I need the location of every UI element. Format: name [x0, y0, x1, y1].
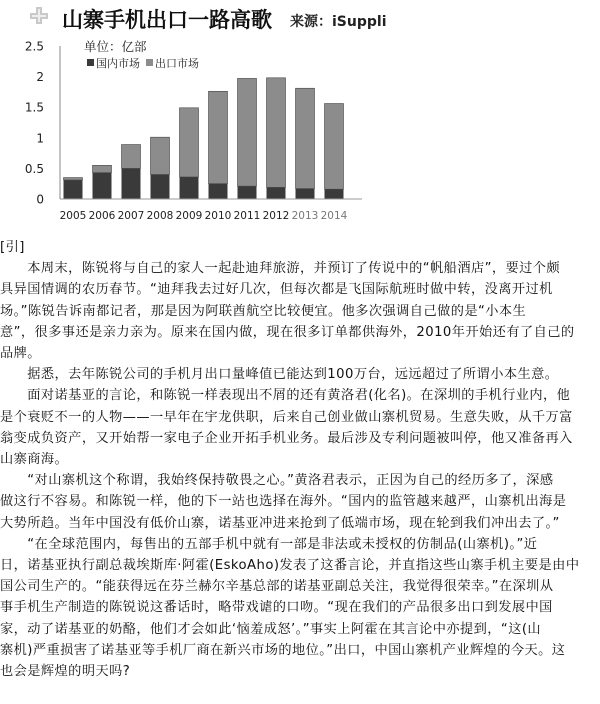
article-line: 意”，很多事还是亲力亲为。原来在国内做，现在很多订单都供海外，2010年开始还有了自己的: [0, 324, 575, 340]
bar-export-2011: [238, 78, 257, 186]
article-line: 国公司生产的。“能获得远在芬兰赫尔辛基总部的诺基亚副总关注，我觉得很荣幸。”在深圳从: [0, 579, 554, 595]
legend-label-domestic: 国内市场: [96, 57, 140, 70]
article-line: 山寨商海。: [0, 452, 69, 467]
x-tick-label: 2014: [320, 210, 348, 222]
y-axis: [25, 40, 60, 207]
article-line: 具异国情调的农历春节。“迪拜我去过好几次，但每次都是飞国际航班时做中转，没离开过机: [0, 282, 553, 298]
y-tick-label: 1.5: [24, 100, 44, 115]
article-line: 家，动了诺基亚的奶酪，他们才会如此‘恼羞成怒’。”事实上阿霍在其言论中亦提到，“这(山: [0, 621, 542, 637]
bar-domestic-2012: [267, 187, 286, 199]
article-line: 也会是辉煌的明天吗?: [0, 664, 131, 680]
y-tick-label: 2: [36, 70, 44, 85]
bar-domestic-2010: [209, 184, 228, 199]
article-paragraph: [0, 364, 600, 385]
bar-domestic-2011: [238, 186, 257, 199]
x-tick-label: 2005: [59, 210, 87, 222]
bar-export-2010: [209, 91, 228, 183]
article-line: 本周末，陈锐将与自己的家人一起赴迪拜旅游，并预订了传说中的“帆船酒店”，要过个颇: [0, 261, 561, 277]
article-line: 事手机生产制造的陈锐说这番话时，略带戏谑的口吻。“现在我们的产品很多出口到发展中国: [0, 600, 553, 616]
article-line: 据悉，去年陈锐公司的手机月出口量峰值已能达到100万台，远远超过了所谓小本生意。: [0, 367, 559, 383]
article-lead: [0, 237, 600, 258]
x-tick-label: 2010: [204, 210, 232, 222]
bar-export-2006: [93, 165, 112, 172]
x-tick-label: 2009: [175, 210, 203, 222]
article-line: 做这行不容易。和陈锐一样，他的下一站也选择在海外。“国内的监管越来越严，山寨机出海是: [0, 494, 567, 510]
article-paragraph: [0, 385, 600, 470]
chart-source: 来源：iSuppli: [290, 14, 387, 30]
legend: [87, 56, 199, 70]
y-tick-label: 0: [36, 192, 44, 207]
x-tick-label: 2006: [88, 210, 116, 222]
bar-export-2005: [64, 178, 83, 180]
article-line: 寨机)严重损害了诺基亚等手机厂商在新兴市场的地位。”出口，中国山寨机产业辉煌的今天。这: [0, 642, 566, 658]
bar-domestic-2014: [325, 189, 344, 199]
article-line: 翁变成负资产，又开始帮一家电子企业开拓手机业务。最后涉及专利问题被叫停，他又准备再入: [0, 430, 573, 446]
y-tick-label: 2.5: [24, 39, 44, 54]
bar-domestic-2007: [122, 168, 141, 199]
article-line: 面对诺基亚的言论，和陈锐一样表现出不屑的还有黄洛君(化名)。在深圳的手机行业内，他: [0, 388, 571, 404]
bar-domestic-2008: [151, 175, 170, 199]
bar-chart: [0, 0, 600, 235]
bar-export-2013: [296, 88, 315, 188]
article-lead-text: [引]: [0, 240, 25, 255]
bar-export-2009: [180, 108, 199, 177]
article-line: 大势所趋。当年中国没有低价山寨，诺基亚冲进来抢到了低端市场，现在轮到我们冲出去了。”: [0, 515, 560, 531]
article-line: 日，诺基亚执行副总裁埃斯库·阿霍(EskoAho)发表了这番言论，并直指这些山寨手机主要是由中: [0, 558, 580, 573]
y-tick-label: 1: [36, 131, 44, 146]
article-paragraph: [0, 258, 600, 364]
chart-unit: 单位：亿部: [84, 39, 147, 54]
article-line: 是个衰贬不一的人物——一早年在宇龙供职，后来自己创业做山寨机贸易。生意失败，从千万富: [0, 409, 573, 425]
y-tick-label: 0.5: [24, 161, 44, 176]
article-line: 场。”陈锐告诉南都记者，那是因为阿联酋航空比较便宜。他多次强调自己做的是“小本生: [0, 303, 527, 319]
bar-domestic-2009: [180, 177, 199, 199]
legend-label-export: 出口市场: [155, 57, 199, 70]
chart-title: 山寨手机出口一路高歌: [62, 8, 272, 32]
article-paragraph: [0, 470, 600, 534]
article-line: “对山寨机这个称谓，我始终保持敬畏之心。”黄洛君表示，正因为自己的经历多了，深感: [0, 473, 554, 489]
bar-domestic-2013: [296, 189, 315, 199]
bar-domestic-2006: [93, 173, 112, 199]
plus-logo-icon: [30, 7, 48, 24]
bar-export-2007: [122, 145, 141, 169]
article-paragraph: [0, 534, 600, 682]
x-tick-label: 2007: [117, 210, 145, 222]
x-tick-label: 2012: [262, 210, 290, 222]
legend-swatch-domestic: [87, 59, 94, 66]
x-tick-label: 2008: [146, 210, 174, 222]
bar-export-2008: [151, 137, 170, 174]
article-line: 品牌。: [0, 346, 41, 361]
x-tick-label: 2013: [291, 210, 319, 222]
bar-series: [64, 78, 344, 199]
article-line: “在全球范围内，每售出的五部手机中就有一部是非法或未授权的仿制品(山寨机)。”近: [0, 536, 538, 552]
legend-swatch-export: [146, 59, 153, 66]
x-tick-label: 2011: [233, 210, 261, 222]
bar-export-2012: [267, 78, 286, 188]
bar-export-2014: [325, 104, 344, 190]
bar-domestic-2005: [64, 180, 83, 199]
x-axis: [60, 199, 362, 222]
